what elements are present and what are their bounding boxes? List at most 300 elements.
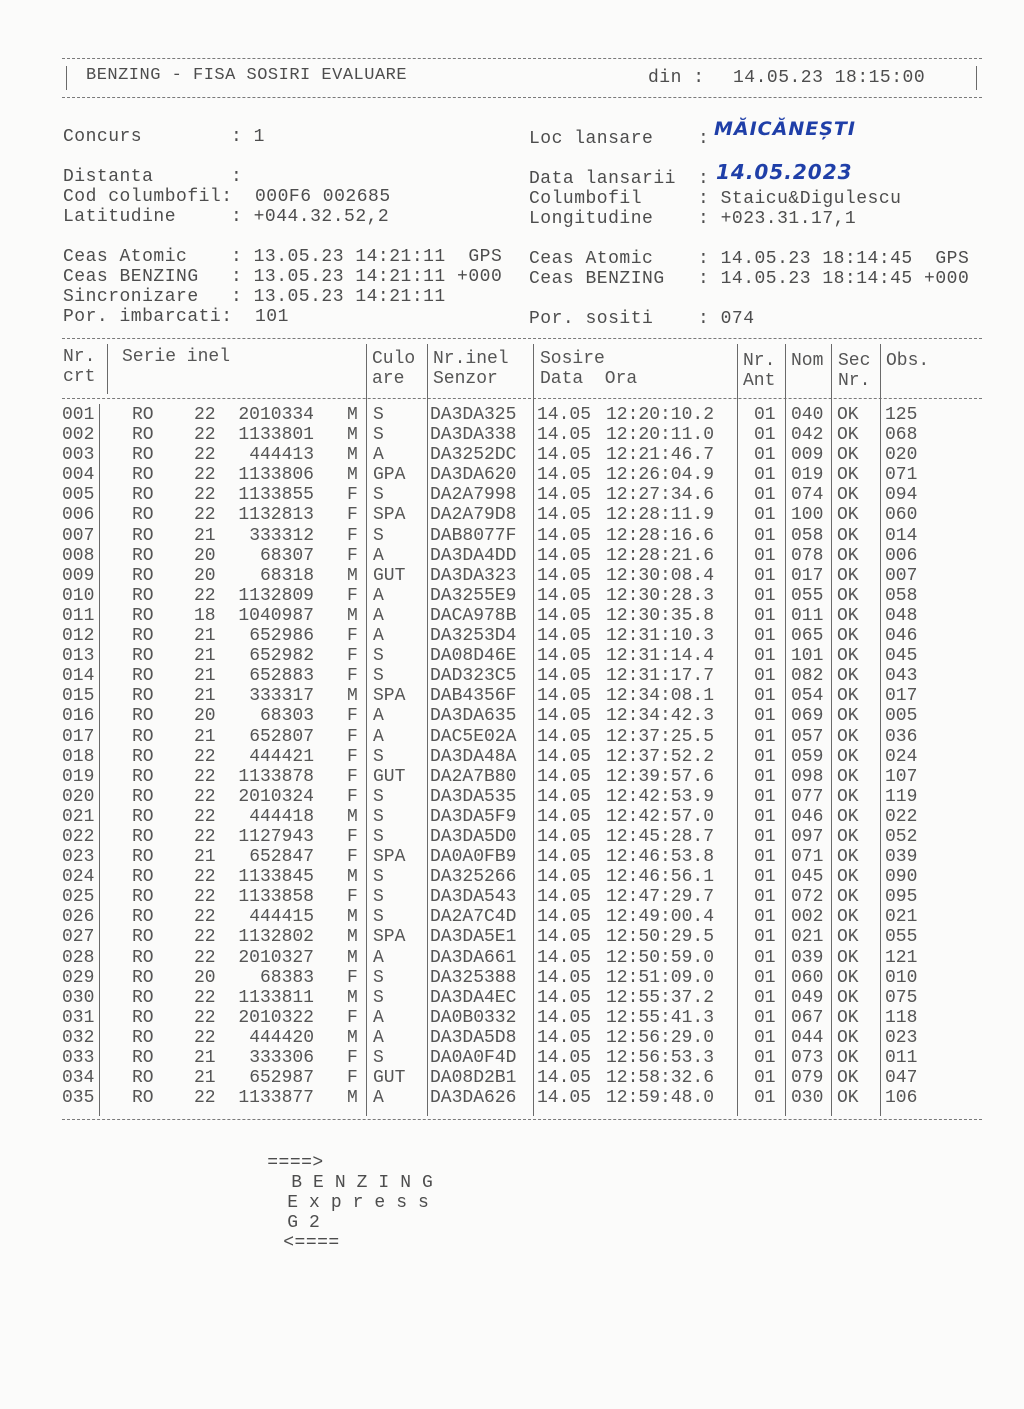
cell-sec: OK <box>837 545 859 566</box>
cell-dt: 14.05 <box>537 1048 592 1068</box>
cell-dt: 14.05 <box>537 1068 592 1089</box>
cell-dt: 14.05 <box>537 726 592 747</box>
cell-dt: 14.05 <box>537 626 592 647</box>
cell-nom: 082 <box>791 666 824 687</box>
cell-yr: 21 <box>194 726 216 747</box>
footer-right-arrow: <==== <box>283 1233 340 1253</box>
cell-ant: 01 <box>754 867 776 888</box>
cell-ora: 12:27:34.6 <box>606 485 715 506</box>
cell-obs: 021 <box>885 907 918 928</box>
cell-yr: 20 <box>194 545 216 566</box>
cell-dt: 14.05 <box>537 947 592 968</box>
cell-ring: 1133878 <box>238 766 314 787</box>
col-sep-senzor <box>533 344 534 1116</box>
cell-ro: RO <box>132 1048 154 1068</box>
cell-col: S <box>373 425 384 446</box>
col-header-serie-inel: Serie inel <box>122 347 231 367</box>
cell-nom: 009 <box>791 445 824 466</box>
cell-nom: 019 <box>791 465 824 486</box>
imbarcati-label: Por. imbarcati: <box>63 307 233 327</box>
cell-ring: 1133811 <box>238 987 314 1008</box>
cell-ro: RO <box>132 686 154 707</box>
col-header-nr: Nr. <box>63 347 96 367</box>
cell-dt: 14.05 <box>537 465 592 486</box>
cell-yr: 22 <box>194 465 216 486</box>
cell-ant: 01 <box>754 967 776 988</box>
cell-crt: 018 <box>62 746 95 767</box>
cell-crt: 022 <box>62 826 95 847</box>
cell-crt: 009 <box>62 565 95 586</box>
cell-obs: 017 <box>885 686 918 707</box>
cell-sex: F <box>347 1048 358 1068</box>
cell-dt: 14.05 <box>537 887 592 908</box>
footer-product: Express <box>287 1193 440 1213</box>
cell-senz: DA08D46E <box>430 646 517 667</box>
cell-ant: 01 <box>754 806 776 827</box>
cell-obs: 106 <box>885 1088 918 1109</box>
cell-sex: F <box>347 585 358 606</box>
cell-yr: 20 <box>194 706 216 727</box>
cell-ring: 652883 <box>249 666 314 687</box>
latitudine-label: Latitudine <box>63 207 177 227</box>
cell-crt: 017 <box>62 726 95 747</box>
cell-dt: 14.05 <box>537 1088 592 1109</box>
cell-sex: F <box>347 706 358 727</box>
cell-crt: 032 <box>62 1027 95 1048</box>
cell-sec: OK <box>837 887 859 908</box>
cell-senz: DAB4356F <box>430 686 517 707</box>
cell-sex: F <box>347 746 358 767</box>
cell-col: S <box>373 646 384 667</box>
cell-dt: 14.05 <box>537 806 592 827</box>
cell-ant: 01 <box>754 1088 776 1109</box>
cell-ora: 12:51:09.0 <box>606 967 715 988</box>
cell-ring: 68318 <box>259 565 314 586</box>
col-header-sec: Sec <box>838 351 871 371</box>
col-header-sec-nr: Nr. <box>838 371 871 391</box>
cell-crt: 008 <box>62 545 95 566</box>
concurs-label: Concurs <box>63 127 143 147</box>
cell-col: S <box>373 967 384 988</box>
cell-sec: OK <box>837 746 859 767</box>
cell-ro: RO <box>132 626 154 647</box>
cell-ant: 01 <box>754 826 776 847</box>
cell-crt: 033 <box>62 1048 95 1068</box>
cell-ora: 12:46:56.1 <box>606 867 715 888</box>
cell-sec: OK <box>837 525 859 546</box>
cell-obs: 020 <box>885 445 918 466</box>
cell-ring: 444421 <box>249 746 314 767</box>
cell-col: S <box>373 746 384 767</box>
cell-senz: DA3DA635 <box>430 706 517 727</box>
cell-dt: 14.05 <box>537 1007 592 1028</box>
cell-ring: 2010334 <box>238 405 314 425</box>
cell-yr: 22 <box>194 806 216 827</box>
cell-dt: 14.05 <box>537 907 592 928</box>
cell-obs: 005 <box>885 706 918 727</box>
cell-obs: 006 <box>885 545 918 566</box>
cell-ro: RO <box>132 927 154 948</box>
cell-dt: 14.05 <box>537 746 592 767</box>
col-header-crt: crt <box>63 367 96 387</box>
cell-sec: OK <box>837 1088 859 1109</box>
cell-ant: 01 <box>754 947 776 968</box>
cell-col: S <box>373 867 384 888</box>
cell-obs: 075 <box>885 987 918 1008</box>
cell-ant: 01 <box>754 1007 776 1028</box>
cell-obs: 036 <box>885 726 918 747</box>
cell-dt: 14.05 <box>537 505 592 526</box>
cell-col: A <box>373 1027 384 1048</box>
ceas-benzing-label: Ceas BENZING <box>63 267 199 287</box>
table-header-rule <box>62 398 982 399</box>
cell-sex: M <box>347 465 358 486</box>
cell-sec: OK <box>837 646 859 667</box>
cell-senz: DA08D2B1 <box>430 1068 517 1089</box>
cell-ora: 12:55:41.3 <box>606 1007 715 1028</box>
cell-dt: 14.05 <box>537 1027 592 1048</box>
cell-senz: DA3DA323 <box>430 565 517 586</box>
col-header-culo: Culo <box>372 349 416 369</box>
cell-senz: DA3DA4EC <box>430 987 517 1008</box>
cell-ant: 01 <box>754 1068 776 1089</box>
cell-col: A <box>373 445 384 466</box>
cell-ring: 333317 <box>249 686 314 707</box>
cell-crt: 034 <box>62 1068 95 1089</box>
cell-obs: 023 <box>885 1027 918 1048</box>
cell-col: S <box>373 485 384 506</box>
cell-senz: DAD323C5 <box>430 666 517 687</box>
cell-ora: 12:42:53.9 <box>606 786 715 807</box>
cell-obs: 047 <box>885 1068 918 1089</box>
cell-nom: 065 <box>791 626 824 647</box>
cell-ora: 12:28:16.6 <box>606 525 715 546</box>
cell-sec: OK <box>837 927 859 948</box>
cell-ant: 01 <box>754 445 776 466</box>
cell-sec: OK <box>837 485 859 506</box>
cell-ant: 01 <box>754 1027 776 1048</box>
cell-senz: DA3DA4DD <box>430 545 517 566</box>
table-bottom-rule <box>62 1119 982 1120</box>
cell-senz: DA3DA5F9 <box>430 806 517 827</box>
cell-ora: 12:31:14.4 <box>606 646 715 667</box>
cell-ro: RO <box>132 967 154 988</box>
cell-nom: 059 <box>791 746 824 767</box>
sincronizare-value: : 13.05.23 14:21:11 <box>231 287 446 307</box>
cell-yr: 22 <box>194 766 216 787</box>
cell-ro: RO <box>132 666 154 687</box>
cell-obs: 043 <box>885 666 918 687</box>
cell-dt: 14.05 <box>537 445 592 466</box>
cell-yr: 21 <box>194 847 216 868</box>
cell-senz: DA3DA661 <box>430 947 517 968</box>
cell-sex: M <box>347 947 358 968</box>
cell-yr: 22 <box>194 786 216 807</box>
cell-ring: 652807 <box>249 726 314 747</box>
cell-ring: 1040987 <box>238 605 314 626</box>
cell-nom: 067 <box>791 1007 824 1028</box>
cell-yr: 22 <box>194 826 216 847</box>
cell-dt: 14.05 <box>537 987 592 1008</box>
cell-ora: 12:30:28.3 <box>606 585 715 606</box>
cell-sex: F <box>347 847 358 868</box>
cell-yr: 22 <box>194 746 216 767</box>
cell-ant: 01 <box>754 646 776 667</box>
col-header-are: are <box>372 369 405 389</box>
cell-nom: 045 <box>791 867 824 888</box>
cell-sex: F <box>347 545 358 566</box>
cell-ring: 68307 <box>259 545 314 566</box>
cell-ro: RO <box>132 605 154 626</box>
cell-ant: 01 <box>754 485 776 506</box>
cell-yr: 22 <box>194 887 216 908</box>
cell-yr: 21 <box>194 646 216 667</box>
cell-nom: 030 <box>791 1088 824 1109</box>
cell-nom: 057 <box>791 726 824 747</box>
cell-sex: F <box>347 1007 358 1028</box>
cell-sex: F <box>347 887 358 908</box>
cell-ro: RO <box>132 907 154 928</box>
cell-col: GUT <box>373 565 406 586</box>
cell-sex: M <box>347 445 358 466</box>
cell-ant: 01 <box>754 666 776 687</box>
cell-ant: 01 <box>754 425 776 446</box>
cell-ring: 1133801 <box>238 425 314 446</box>
cell-col: A <box>373 947 384 968</box>
cell-senz: DA0B0332 <box>430 1007 517 1028</box>
cell-crt: 031 <box>62 1007 95 1028</box>
cell-ring: 652982 <box>249 646 314 667</box>
cell-ring: 2010327 <box>238 947 314 968</box>
cell-senz: DA3DA338 <box>430 425 517 446</box>
cell-ro: RO <box>132 826 154 847</box>
cell-crt: 028 <box>62 947 95 968</box>
cell-sex: F <box>347 766 358 787</box>
col-sep-crt-header <box>107 344 108 394</box>
cell-yr: 22 <box>194 927 216 948</box>
cell-yr: 21 <box>194 1048 216 1068</box>
cell-crt: 024 <box>62 867 95 888</box>
footer-brand: BENZING <box>291 1173 444 1193</box>
sositi-label: Por. sositi <box>529 309 654 329</box>
col-header-sosire: Sosire <box>540 349 605 369</box>
cell-obs: 118 <box>885 1007 918 1028</box>
cell-col: S <box>373 826 384 847</box>
cell-senz: DA2A7998 <box>430 485 517 506</box>
cell-yr: 22 <box>194 1007 216 1028</box>
cell-obs: 052 <box>885 826 918 847</box>
cell-ora: 12:46:53.8 <box>606 847 715 868</box>
cell-crt: 025 <box>62 887 95 908</box>
cell-col: A <box>373 545 384 566</box>
cell-nom: 044 <box>791 1027 824 1048</box>
cell-yr: 22 <box>194 485 216 506</box>
cell-nom: 072 <box>791 887 824 908</box>
cell-ant: 01 <box>754 505 776 526</box>
cell-ro: RO <box>132 847 154 868</box>
col-sep-crt <box>99 404 100 1116</box>
cell-ora: 12:21:46.7 <box>606 445 715 466</box>
cell-sex: F <box>347 646 358 667</box>
cell-obs: 119 <box>885 786 918 807</box>
cell-ro: RO <box>132 786 154 807</box>
cell-ro: RO <box>132 425 154 446</box>
cell-ant: 01 <box>754 626 776 647</box>
cell-col: S <box>373 525 384 546</box>
cell-nom: 021 <box>791 927 824 948</box>
cell-ro: RO <box>132 1007 154 1028</box>
cell-crt: 007 <box>62 525 95 546</box>
cell-sex: F <box>347 826 358 847</box>
cell-ro: RO <box>132 1027 154 1048</box>
cell-ant: 01 <box>754 786 776 807</box>
cell-ring: 2010324 <box>238 786 314 807</box>
cell-col: GUT <box>373 1068 406 1089</box>
cell-ro: RO <box>132 465 154 486</box>
cell-sex: M <box>347 1088 358 1109</box>
cell-sex: F <box>347 505 358 526</box>
cell-yr: 22 <box>194 987 216 1008</box>
cell-crt: 030 <box>62 987 95 1008</box>
cell-col: S <box>373 1048 384 1068</box>
cell-sec: OK <box>837 967 859 988</box>
cell-nom: 078 <box>791 545 824 566</box>
cell-ring: 1133858 <box>238 887 314 908</box>
cell-crt: 020 <box>62 786 95 807</box>
cell-ora: 12:37:52.2 <box>606 746 715 767</box>
cell-ora: 12:45:28.7 <box>606 826 715 847</box>
cell-crt: 021 <box>62 806 95 827</box>
cell-dt: 14.05 <box>537 666 592 687</box>
cell-sec: OK <box>837 626 859 647</box>
col-header-senzor: Senzor <box>433 369 498 389</box>
cell-ant: 01 <box>754 746 776 767</box>
cell-ro: RO <box>132 1088 154 1109</box>
cell-ro: RO <box>132 1068 154 1089</box>
cell-senz: DA3252DC <box>430 445 517 466</box>
cell-crt: 014 <box>62 666 95 687</box>
cell-sex: F <box>347 726 358 747</box>
cell-ora: 12:47:29.7 <box>606 887 715 908</box>
col-sep-sec <box>880 344 881 1116</box>
cell-nom: 002 <box>791 907 824 928</box>
cell-ora: 12:39:57.6 <box>606 766 715 787</box>
cell-senz: DA0A0F4D <box>430 1048 517 1068</box>
cell-yr: 21 <box>194 626 216 647</box>
cell-sec: OK <box>837 987 859 1008</box>
cell-senz: DA2A7C4D <box>430 907 517 928</box>
cell-ora: 12:31:17.7 <box>606 666 715 687</box>
cod-label: Cod columbofil: <box>63 187 233 207</box>
col-sep-sosire <box>737 344 738 1116</box>
cell-senz: DA325266 <box>430 867 517 888</box>
imbarcati-value: 101 <box>255 307 289 327</box>
col-header-ant: Ant <box>743 371 776 391</box>
cell-sec: OK <box>837 726 859 747</box>
cell-ora: 12:58:32.6 <box>606 1068 715 1089</box>
cell-crt: 027 <box>62 927 95 948</box>
footer-banner <box>222 1133 444 1273</box>
cell-nom: 060 <box>791 967 824 988</box>
cell-senz: DA0A0FB9 <box>430 847 517 868</box>
cell-sec: OK <box>837 405 859 425</box>
cell-ring: 333306 <box>249 1048 314 1068</box>
cell-obs: 094 <box>885 485 918 506</box>
cell-ro: RO <box>132 585 154 606</box>
cell-ant: 01 <box>754 847 776 868</box>
cell-yr: 20 <box>194 967 216 988</box>
cell-ora: 12:30:08.4 <box>606 565 715 586</box>
cell-obs: 048 <box>885 605 918 626</box>
cell-sex: M <box>347 686 358 707</box>
cod-value: 000F6 002685 <box>255 187 391 207</box>
header-top-rule <box>62 58 982 59</box>
cell-senz: DAC5E02A <box>430 726 517 747</box>
cell-crt: 012 <box>62 626 95 647</box>
cell-ro: RO <box>132 505 154 526</box>
cell-col: SPA <box>373 505 406 526</box>
cell-obs: 071 <box>885 465 918 486</box>
cell-nom: 046 <box>791 806 824 827</box>
cell-crt: 001 <box>62 405 95 425</box>
cell-ring: 444420 <box>249 1027 314 1048</box>
cell-senz: DA3DA5D0 <box>430 826 517 847</box>
cell-ring: 2010322 <box>238 1007 314 1028</box>
cell-yr: 22 <box>194 907 216 928</box>
col-header-nr-inel: Nr.inel <box>433 349 509 369</box>
cell-nom: 054 <box>791 686 824 707</box>
longitudine-value: : +023.31.17,1 <box>698 209 857 229</box>
ceas-benzing-value-2: : 14.05.23 18:14:45 +000 <box>698 269 970 289</box>
header-din-value: 14.05.23 18:15:00 <box>733 68 926 88</box>
cell-ring: 1133845 <box>238 867 314 888</box>
cell-sex: F <box>347 666 358 687</box>
cell-ro: RO <box>132 525 154 546</box>
cell-ro: RO <box>132 887 154 908</box>
cell-sec: OK <box>837 445 859 466</box>
col-header-obs: Obs. <box>886 351 930 371</box>
cell-sec: OK <box>837 706 859 727</box>
cell-ro: RO <box>132 405 154 425</box>
data-lansarii-label: Data lansarii <box>529 169 676 189</box>
cell-sec: OK <box>837 425 859 446</box>
cell-obs: 039 <box>885 847 918 868</box>
cell-nom: 058 <box>791 525 824 546</box>
ceas-benzing-value: : 13.05.23 14:21:11 +000 <box>231 267 503 287</box>
cell-dt: 14.05 <box>537 425 592 446</box>
cell-dt: 14.05 <box>537 485 592 506</box>
footer-model: G2 <box>287 1213 331 1233</box>
cell-ora: 12:26:04.9 <box>606 465 715 486</box>
cell-dt: 14.05 <box>537 766 592 787</box>
cell-ant: 01 <box>754 545 776 566</box>
cell-ant: 01 <box>754 726 776 747</box>
cell-sex: M <box>347 806 358 827</box>
cell-yr: 18 <box>194 605 216 626</box>
cell-obs: 045 <box>885 646 918 667</box>
distanta-value: : <box>231 167 243 187</box>
cell-ro: RO <box>132 646 154 667</box>
cell-ring: 1132813 <box>238 505 314 526</box>
cell-ring: 1133877 <box>238 1088 314 1109</box>
cell-sex: F <box>347 967 358 988</box>
cell-senz: DA3DA325 <box>430 405 517 425</box>
cell-ring: 1132809 <box>238 585 314 606</box>
concurs-value: : 1 <box>231 127 265 147</box>
cell-sex: M <box>347 907 358 928</box>
cell-col: SPA <box>373 686 406 707</box>
cell-sex: M <box>347 1027 358 1048</box>
